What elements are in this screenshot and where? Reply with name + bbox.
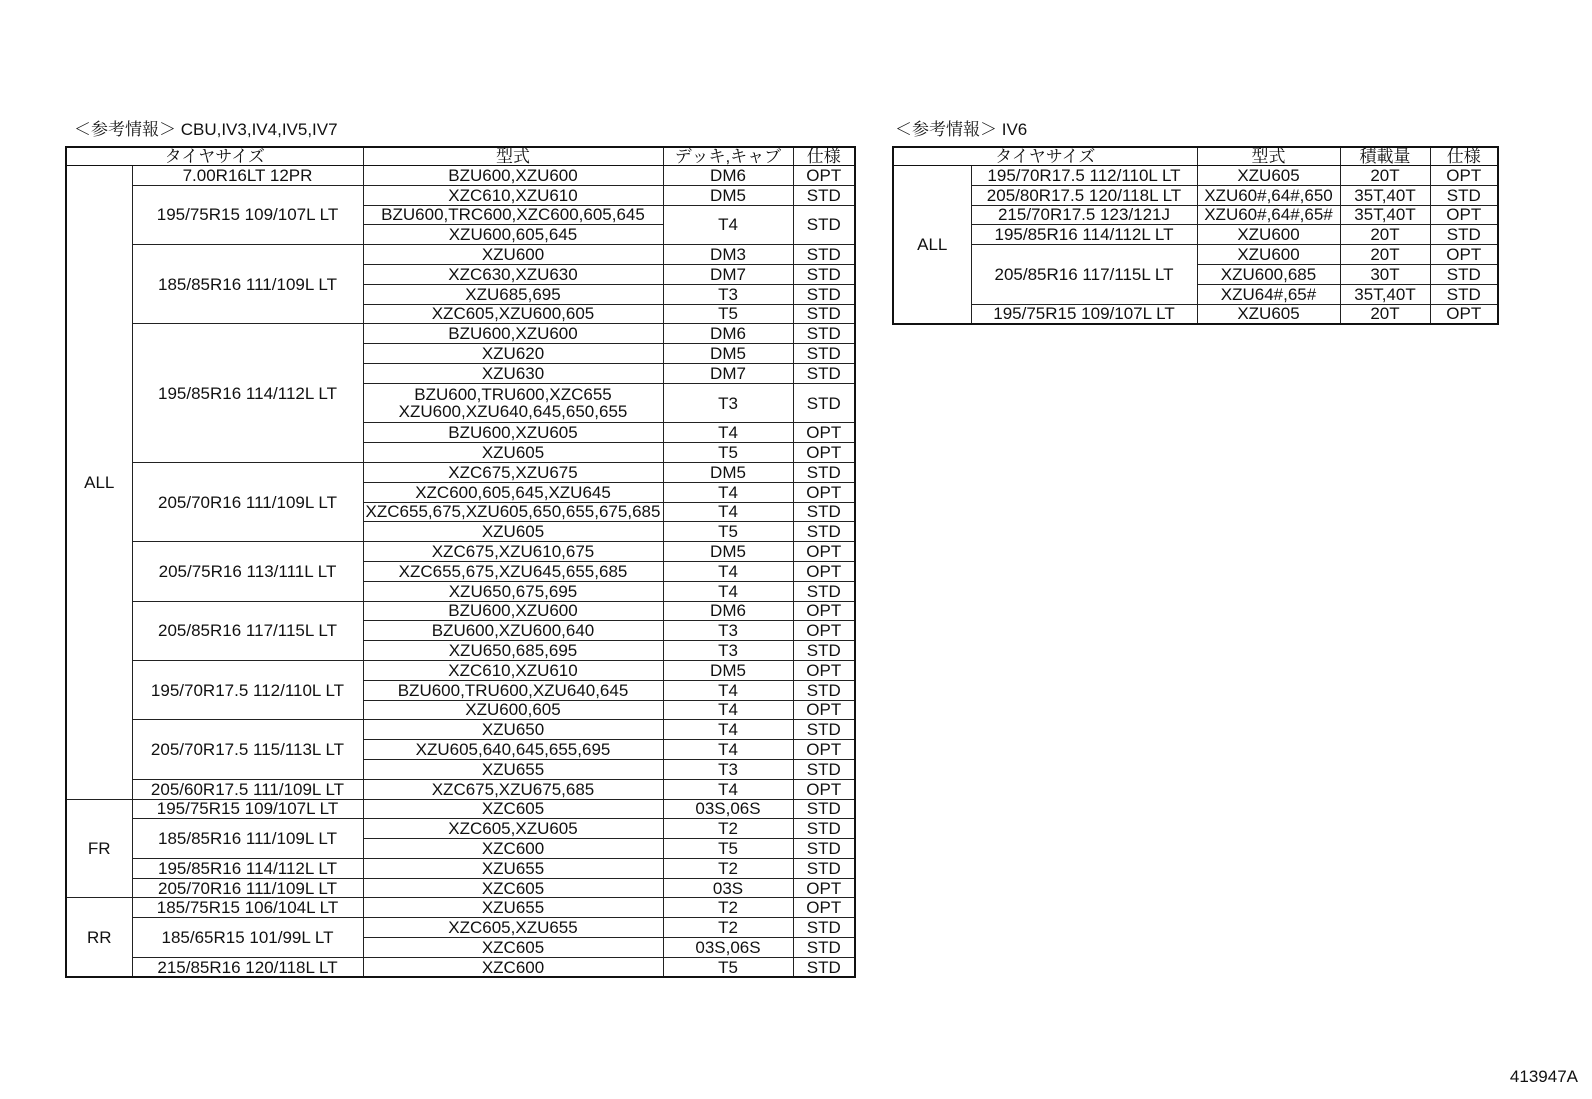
spec-cell: STD [793,502,855,522]
left-reference-table [65,146,856,978]
table-row [893,205,1498,225]
spec-cell: STD [793,185,855,205]
table-row [66,799,855,819]
model-cell: XZU650,685,695 [363,641,663,661]
tire-size-cell: 205/80R17.5 120/118L LT [971,185,1197,205]
load-capacity-cell: 35T,40T [1340,284,1430,304]
model-cell: BZU600,XZU600 [363,324,663,344]
model-cell: XZU685,695 [363,284,663,304]
model-cell: XZC605 [363,938,663,958]
model-cell: XZC605 [363,799,663,819]
header-spec: 仕様 [793,147,855,166]
spec-cell: OPT [793,660,855,680]
tire-size-cell: 195/85R16 114/112L LT [971,225,1197,245]
model-cell: XZU600 [1197,225,1340,245]
model-cell: XZU620 [363,344,663,364]
model-cell: BZU600,TRU600,XZC655 XZU600,XZU640,645,650,655 [363,383,663,423]
model-cell: XZC675,XZU610,675 [363,542,663,562]
model-cell: XZU605 [1197,166,1340,186]
table-row [66,462,855,482]
model-cell: XZU600 [363,245,663,265]
spec-cell: STD [793,759,855,779]
table-row [893,304,1498,324]
model-cell: BZU600,XZU600 [363,166,663,186]
table-row [66,324,855,344]
deck-cab-cell: T4 [663,502,793,522]
spec-cell: OPT [793,898,855,918]
tire-size-cell: 205/85R16 117/115L LT [132,601,363,660]
header-deck-cab: デッキ,キャブ [663,147,793,166]
tire-size-cell: 195/85R16 114/112L LT [132,324,363,463]
model-cell: XZU605 [363,443,663,463]
spec-cell: STD [1430,264,1498,284]
tire-size-cell: 185/85R16 111/109L LT [132,245,363,324]
spec-cell: STD [793,462,855,482]
deck-cab-cell: T3 [663,621,793,641]
model-cell: XZC605,XZU655 [363,918,663,938]
header-load-capacity: 積載量 [1340,147,1430,166]
model-cell: XZU600,605,645 [363,225,663,245]
spec-cell: OPT [793,621,855,641]
model-cell: XZU605 [1197,304,1340,324]
group-label: ALL [66,166,132,800]
deck-cab-cell: T4 [663,720,793,740]
spec-cell: STD [793,938,855,958]
spec-cell: STD [793,680,855,700]
deck-cab-cell: T4 [663,680,793,700]
deck-cab-cell: T3 [663,759,793,779]
tire-size-cell: 185/75R15 106/104L LT [132,898,363,918]
model-cell: XZC610,XZU610 [363,185,663,205]
deck-cab-cell: T3 [663,641,793,661]
model-cell: XZC675,XZU675,685 [363,779,663,799]
deck-cab-cell: T3 [663,383,793,423]
table-row [66,957,855,977]
deck-cab-cell: DM5 [663,542,793,562]
deck-cab-cell: DM5 [663,462,793,482]
deck-cab-cell: DM6 [663,324,793,344]
model-cell: BZU600,XZU600 [363,601,663,621]
deck-cab-cell: DM7 [663,363,793,383]
spec-cell: OPT [793,700,855,720]
model-cell: XZU655 [363,898,663,918]
model-cell: XZU600,605 [363,700,663,720]
deck-cab-cell: T5 [663,839,793,859]
tire-size-cell: 205/70R17.5 115/113L LT [132,720,363,779]
model-cell: XZU655 [363,759,663,779]
model-cell: XZC600 [363,957,663,977]
tire-size-cell: 195/85R16 114/112L LT [132,858,363,878]
table-row [893,185,1498,205]
spec-cell: STD [793,205,855,245]
model-cell: XZU60#,64#,65# [1197,205,1340,225]
tire-size-cell: 205/85R16 117/115L LT [971,245,1197,304]
tire-size-cell: 195/70R17.5 112/110L LT [132,660,363,719]
spec-cell: OPT [793,740,855,760]
tire-size-cell: 215/70R17.5 123/121J [971,205,1197,225]
spec-cell: STD [793,284,855,304]
tire-size-cell: 215/85R16 120/118L LT [132,957,363,977]
group-label: RR [66,898,132,977]
header-spec: 仕様 [1430,147,1498,166]
table-row [66,542,855,562]
model-cell: XZC600,605,645,XZU645 [363,482,663,502]
left-table-caption: ＜参考情報＞ CBU,IV3,IV4,IV5,IV7 [74,120,338,139]
spec-cell: OPT [793,482,855,502]
spec-cell: STD [793,957,855,977]
model-cell: BZU600,TRU600,XZU640,645 [363,680,663,700]
table-row [66,720,855,740]
left-header-row [66,147,855,166]
deck-cab-cell: DM5 [663,660,793,680]
deck-cab-cell: T5 [663,957,793,977]
model-cell: XZC610,XZU610 [363,660,663,680]
spec-cell: STD [793,264,855,284]
spec-cell: STD [793,839,855,859]
tire-size-cell: 195/75R15 109/107L LT [971,304,1197,324]
model-cell: BZU600,XZU600,640 [363,621,663,641]
model-cell: XZU64#,65# [1197,284,1340,304]
right-reference-table [892,146,1499,325]
deck-cab-cell: T4 [663,700,793,720]
spec-cell: STD [793,363,855,383]
model-cell: XZU630 [363,363,663,383]
deck-cab-cell: T5 [663,443,793,463]
spec-cell: OPT [793,542,855,562]
deck-cab-cell: DM6 [663,601,793,621]
tire-size-cell: 7.00R16LT 12PR [132,166,363,186]
spec-cell: STD [793,858,855,878]
deck-cab-cell: T4 [663,561,793,581]
header-tire-size: タイヤサイズ [66,147,363,166]
load-capacity-cell: 35T,40T [1340,205,1430,225]
right-table-caption: ＜参考情報＞ IV6 [895,120,1028,139]
model-cell: XZC605 [363,878,663,898]
spec-cell: STD [793,324,855,344]
table-row [893,245,1498,265]
header-model: 型式 [363,147,663,166]
model-cell: XZU655 [363,858,663,878]
tire-size-cell: 205/70R16 111/109L LT [132,878,363,898]
deck-cab-cell: T4 [663,482,793,502]
right-header-row [893,147,1498,166]
spec-cell: OPT [1430,245,1498,265]
model-cell: XZU605,640,645,655,695 [363,740,663,760]
load-capacity-cell: 35T,40T [1340,185,1430,205]
model-cell: XZC655,675,XZU645,655,685 [363,561,663,581]
model-cell: XZU650 [363,720,663,740]
table-row [66,779,855,799]
deck-cab-cell: DM6 [663,166,793,186]
tire-size-cell: 205/75R16 113/111L LT [132,542,363,601]
table-row [893,225,1498,245]
spec-cell: OPT [793,878,855,898]
deck-cab-cell: T2 [663,918,793,938]
tire-size-cell: 195/75R15 109/107L LT [132,185,363,244]
header-tire-size: タイヤサイズ [893,147,1197,166]
deck-cab-cell: DM7 [663,264,793,284]
spec-cell: STD [793,522,855,542]
spec-cell: STD [793,819,855,839]
spec-cell: OPT [1430,304,1498,324]
load-capacity-cell: 30T [1340,264,1430,284]
spec-cell: OPT [793,601,855,621]
tire-size-cell: 205/60R17.5 111/109L LT [132,779,363,799]
table-row [66,918,855,938]
table-row [66,819,855,839]
spec-cell: STD [1430,284,1498,304]
spec-cell: STD [1430,185,1498,205]
deck-cab-cell: T5 [663,522,793,542]
deck-cab-cell: T4 [663,581,793,601]
deck-cab-cell: 03S,06S [663,938,793,958]
model-cell: XZC605,XZU600,605 [363,304,663,324]
load-capacity-cell: 20T [1340,304,1430,324]
model-cell: XZU600 [1197,245,1340,265]
spec-cell: STD [793,720,855,740]
spec-cell: OPT [1430,166,1498,186]
spec-cell: STD [793,799,855,819]
model-cell: XZC600 [363,839,663,859]
deck-cab-cell: T5 [663,304,793,324]
table-row [66,898,855,918]
model-cell: BZU600,XZU605 [363,423,663,443]
deck-cab-cell: T4 [663,423,793,443]
table-row [66,660,855,680]
spec-cell: STD [793,641,855,661]
spec-cell: STD [793,245,855,265]
tire-size-cell: 195/70R17.5 112/110L LT [971,166,1197,186]
model-cell: XZC630,XZU630 [363,264,663,284]
spec-cell: OPT [1430,205,1498,225]
deck-cab-cell: T4 [663,779,793,799]
group-label: ALL [893,166,971,324]
model-cell: BZU600,TRC600,XZC600,605,645 [363,205,663,225]
load-capacity-cell: 20T [1340,245,1430,265]
document-code: 413947A [1509,1067,1578,1086]
table-row [66,245,855,265]
spec-cell: STD [793,581,855,601]
table-row [66,858,855,878]
group-label: FR [66,799,132,898]
deck-cab-cell: T4 [663,740,793,760]
tire-size-cell: 185/85R16 111/109L LT [132,819,363,859]
deck-cab-cell: 03S [663,878,793,898]
table-row [66,185,855,205]
model-cell: XZU60#,64#,650 [1197,185,1340,205]
header-model: 型式 [1197,147,1340,166]
spec-cell: STD [1430,225,1498,245]
model-cell: XZU650,675,695 [363,581,663,601]
deck-cab-cell: T2 [663,898,793,918]
model-cell: XZC655,675,XZU605,650,655,675,685 [363,502,663,522]
tire-size-cell: 185/65R15 101/99L LT [132,918,363,958]
tire-size-cell: 195/75R15 109/107L LT [132,799,363,819]
table-row [66,878,855,898]
spec-cell: OPT [793,443,855,463]
spec-cell: STD [793,918,855,938]
tire-size-cell: 205/70R16 111/109L LT [132,462,363,541]
table-row [66,166,855,186]
right-table-body [893,166,1498,324]
spec-cell: OPT [793,423,855,443]
deck-cab-cell: T4 [663,205,793,245]
table-row [66,601,855,621]
deck-cab-cell: T2 [663,819,793,839]
load-capacity-cell: 20T [1340,225,1430,245]
spec-cell: STD [793,344,855,364]
model-cell: XZU605 [363,522,663,542]
deck-cab-cell: DM5 [663,344,793,364]
spec-cell: STD [793,383,855,423]
deck-cab-cell: 03S,06S [663,799,793,819]
spec-cell: OPT [793,561,855,581]
model-cell: XZC675,XZU675 [363,462,663,482]
deck-cab-cell: T2 [663,858,793,878]
spec-cell: OPT [793,779,855,799]
deck-cab-cell: DM5 [663,185,793,205]
model-cell: XZC605,XZU605 [363,819,663,839]
deck-cab-cell: DM3 [663,245,793,265]
spec-cell: STD [793,304,855,324]
model-cell: XZU600,685 [1197,264,1340,284]
deck-cab-cell: T3 [663,284,793,304]
load-capacity-cell: 20T [1340,166,1430,186]
left-table-body [66,166,855,978]
table-row [893,166,1498,186]
spec-cell: OPT [793,166,855,186]
